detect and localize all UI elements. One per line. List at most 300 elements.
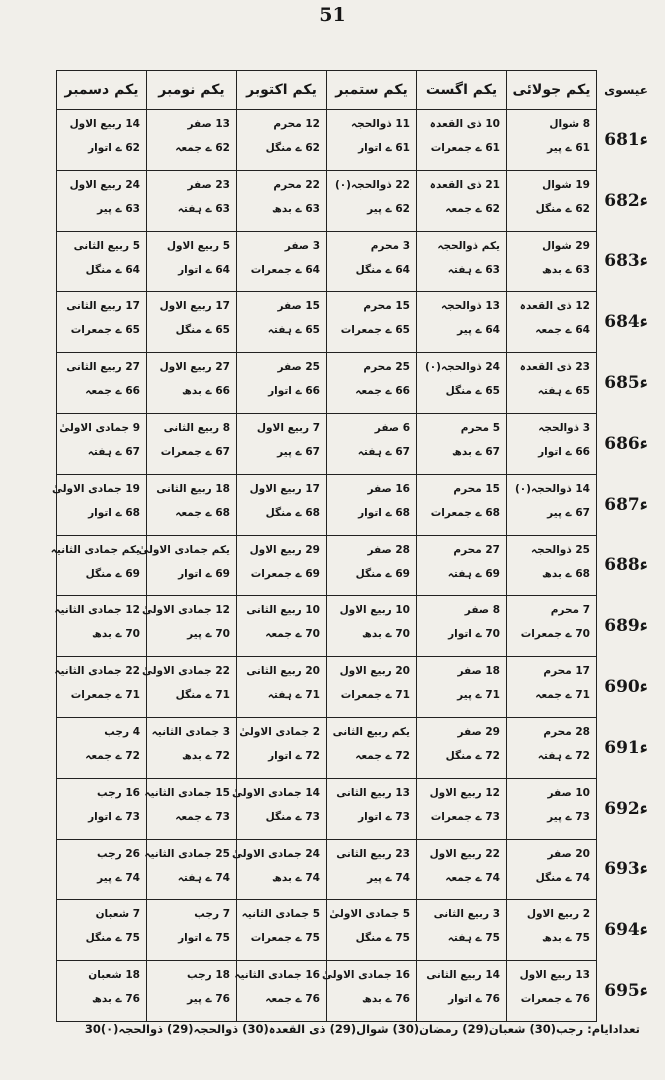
year-cell: 692ء (604, 798, 648, 819)
date-cell (417, 657, 507, 718)
date-cell (57, 292, 147, 353)
date-cell (327, 717, 417, 778)
hijri-date: 12 محرم (273, 118, 320, 130)
hijri-date: 17 ربیع الاول (159, 300, 230, 313)
weekday: 66 ے اتوار (538, 445, 590, 458)
month-header: یکم جولائی (507, 71, 597, 110)
hijri-date: 25 ذوالحجہ (530, 543, 590, 556)
hijri-date: 7 شعبان (95, 908, 140, 921)
date-cell (57, 110, 147, 171)
hijri-date: 8 ربیع الثانی (163, 421, 230, 434)
hijri-date: 3 ذوالحجہ (538, 421, 590, 434)
date-cell (507, 900, 597, 961)
hijri-date: 27 ربیع الثانی (66, 361, 140, 374)
hijri-date: 7 ربیع الاول (256, 421, 320, 434)
weekday: 76 ے بدھ (362, 993, 410, 1006)
date-cell (147, 231, 237, 292)
table-row (57, 474, 656, 535)
weekday: 63 ے ہفتہ (447, 263, 500, 276)
date-cell (231, 839, 327, 900)
date-cell (141, 657, 237, 718)
weekday: 73 ے جمعہ (175, 810, 230, 823)
year-cell: 690ء (604, 677, 648, 698)
date-cell (147, 961, 237, 1022)
date-cell (57, 900, 147, 961)
hijri-date: 20 صفر (547, 847, 590, 860)
month-header: یکم اگست (417, 71, 507, 110)
date-cell (327, 353, 417, 414)
hijri-date: 23 ربیع الثانی (336, 847, 410, 860)
weekday: 63 ے بدھ (272, 202, 320, 215)
date-cell (321, 961, 417, 1022)
date-cell (237, 170, 327, 231)
date-cell (507, 778, 597, 839)
date-cell (507, 231, 597, 292)
hijri-date: 22 ربیع الاول (429, 847, 500, 860)
date-cell (507, 596, 597, 657)
date-cell (57, 961, 147, 1022)
date-cell (507, 717, 597, 778)
weekday: 65 ے ہفتہ (537, 385, 590, 398)
hijri-date: 17 ربیع الاول (249, 482, 320, 495)
table-row (57, 231, 656, 292)
weekday: 72 ے ہفتہ (537, 749, 590, 762)
date-cell (327, 110, 417, 171)
weekday: 62 ے اتوار (88, 142, 140, 154)
hijri-date: 18 ربیع الثانی (156, 482, 230, 495)
date-cell (417, 596, 507, 657)
table-row (57, 778, 656, 839)
weekday: 72 ے اتوار (268, 749, 320, 762)
hijri-date: 18 رجب (186, 969, 230, 982)
table-row (57, 353, 656, 414)
month-header: یکم نومبر (147, 71, 237, 110)
month-header: یکم ستمبر (327, 71, 417, 110)
hijri-date: 20 ربیع الاول (339, 665, 410, 678)
hijri-date: 17 ربیع الثانی (66, 300, 140, 313)
weekday: 71 ے منگل (175, 689, 230, 702)
date-cell (507, 413, 597, 474)
weekday: 71 ے ہفتہ (267, 689, 320, 702)
date-cell (417, 170, 507, 231)
year-cell: 693ء (604, 859, 648, 880)
weekday: 64 ے منگل (85, 263, 140, 276)
date-cell (237, 231, 327, 292)
hijri-date: 24 ربیع الاول (69, 178, 140, 191)
weekday: 75 ے جمعرات (250, 932, 320, 945)
date-cell (417, 110, 507, 171)
hijri-date: 15 محرم (453, 482, 500, 495)
days-count-footer: تعدادایام: رجب(30) شعبان(29) رمضان(30) شوال(29) ذی القعدہ(30) ذوالحجہ(29) ذوالحجہ(٠)30 (84, 1022, 640, 1036)
weekday: 75 ے منگل (85, 932, 140, 945)
hijri-date: 28 محرم (543, 725, 590, 738)
date-cell (327, 900, 417, 961)
date-cell (327, 778, 417, 839)
hijri-date: 15 صفر (277, 300, 320, 313)
date-cell (507, 110, 597, 171)
table-row (57, 535, 656, 596)
hijri-date: 6 صفر (374, 421, 410, 434)
hijri-date: 5 ربیع الاول (166, 239, 230, 252)
date-cell (237, 535, 327, 596)
date-cell (507, 839, 597, 900)
hijri-date: 16 جمادی الثانیہ (234, 969, 320, 982)
year-cell: 689ء (604, 616, 648, 637)
hijri-date: 13 ربیع الثانی (336, 786, 410, 799)
weekday: 67 ے ہفتہ (87, 445, 140, 458)
weekday: 74 ے پیر (367, 871, 410, 884)
date-cell (57, 717, 147, 778)
year-cell: 681ء (604, 129, 648, 150)
date-cell (57, 170, 147, 231)
weekday: 76 ے جمعرات (520, 993, 590, 1006)
weekday: 73 ے جمعرات (430, 810, 500, 823)
weekday: 74 ے بدھ (272, 871, 320, 884)
hijri-date: 22 جمادی الثانیہ (54, 665, 140, 678)
year-cell: 695ء (604, 981, 648, 1002)
date-cell (327, 170, 417, 231)
weekday: 66 ے اتوار (268, 385, 320, 398)
weekday: 68 ے جمعہ (175, 506, 230, 519)
hijri-date: 15 جمادی الثانیہ (144, 786, 230, 799)
weekday: 69 ے اتوار (178, 567, 230, 580)
page-number: 51 (319, 4, 346, 26)
date-cell (417, 900, 507, 961)
weekday: 67 ے بدھ (452, 445, 500, 458)
weekday: 74 ے ہفتہ (177, 871, 230, 884)
date-cell (327, 474, 417, 535)
hijri-date: 4 رجب (104, 725, 140, 738)
date-cell (57, 839, 147, 900)
weekday: 67 ے ہفتہ (357, 445, 410, 458)
weekday: 74 ے پیر (97, 871, 140, 884)
weekday: 72 ے بدھ (182, 749, 230, 762)
hijri-date: 27 ربیع الاول (159, 361, 230, 374)
weekday: 70 ے جمعہ (265, 628, 320, 641)
hijri-date: 5 محرم (460, 421, 500, 434)
weekday: 75 ے اتوار (178, 932, 230, 945)
hijri-date: 13 ربیع الاول (519, 969, 590, 982)
weekday: 68 ے اتوار (358, 506, 410, 519)
hijri-date: 17 محرم (543, 665, 590, 678)
hijri-date: 3 محرم (370, 239, 410, 252)
date-cell (57, 778, 147, 839)
date-cell (417, 961, 507, 1022)
hijri-date: یکم ربیع الثانی (332, 725, 410, 738)
date-cell (417, 778, 507, 839)
weekday: 67 ے پیر (547, 506, 590, 519)
date-cell (507, 353, 597, 414)
hijri-date: 22 جمادی الاولیٰ (141, 665, 230, 678)
hijri-date: 18 صفر (457, 665, 500, 678)
hijri-date: 28 صفر (367, 543, 410, 556)
date-cell (237, 900, 327, 961)
hijri-date: 16 جمادی الاولیٰ (321, 969, 410, 982)
weekday: 70 ے پیر (187, 628, 230, 641)
hijri-date: 18 شعبان (88, 969, 140, 982)
weekday: 70 ے بدھ (362, 628, 410, 641)
hijri-date: 20 ربیع الثانی (246, 665, 320, 678)
weekday: 66 ے جمعہ (85, 385, 140, 398)
hijri-date: 7 محرم (550, 604, 590, 617)
weekday: 76 ے جمعہ (265, 993, 320, 1006)
weekday: 65 ے جمعرات (340, 324, 410, 337)
year-cell: 682ء (604, 190, 648, 211)
date-cell (327, 839, 417, 900)
date-cell (147, 474, 237, 535)
date-cell (327, 231, 417, 292)
weekday: 65 ے ہفتہ (267, 324, 320, 337)
hijri-date: 14 ربیع الثانی (426, 969, 500, 982)
weekday: 64 ے پیر (457, 324, 500, 337)
year-cell: 691ء (604, 737, 648, 758)
weekday: 68 ے جمعرات (430, 506, 500, 519)
weekday: 61 ے اتوار (358, 142, 410, 154)
hijri-date: 24 ذوالحجہ(٠) (424, 361, 500, 374)
weekday: 70 ے جمعرات (520, 628, 590, 641)
date-cell (327, 413, 417, 474)
date-cell (327, 596, 417, 657)
weekday: 73 ے اتوار (88, 810, 140, 823)
date-cell (147, 413, 237, 474)
weekday: 69 ے منگل (355, 567, 410, 580)
weekday: 64 ے اتوار (178, 263, 230, 276)
date-cell (507, 474, 597, 535)
date-cell (54, 657, 147, 718)
table-row (57, 292, 656, 353)
date-cell (417, 474, 507, 535)
year-cell: 694ء (604, 920, 648, 941)
hijri-date: 12 جمادی الثانیہ (54, 604, 140, 617)
date-cell (417, 839, 507, 900)
hijri-date: 29 ربیع الاول (249, 543, 320, 556)
weekday: 74 ے جمعہ (445, 871, 500, 884)
hijri-date: 12 ذی القعدہ (519, 300, 590, 313)
date-cell (147, 717, 237, 778)
date-cell (147, 353, 237, 414)
date-cell (327, 292, 417, 353)
weekday: 64 ے جمعہ (535, 324, 590, 337)
hijri-date: 3 ربیع الثانی (433, 908, 500, 921)
date-cell (54, 596, 147, 657)
date-cell (417, 231, 507, 292)
month-header: یکم اکتوبر (237, 71, 327, 110)
weekday: 72 ے جمعہ (85, 749, 140, 762)
month-header: یکم دسمبر (57, 71, 147, 110)
weekday: 68 ے اتوار (88, 506, 140, 519)
weekday: 75 ے منگل (355, 932, 410, 945)
calendar-table (50, 70, 655, 1022)
hijri-date: 8 شوال (549, 118, 590, 130)
hijri-date: 5 ربیع الثانی (73, 239, 140, 252)
weekday: 63 ے ہفتہ (177, 202, 230, 215)
weekday: 71 ے پیر (457, 689, 500, 702)
date-cell (57, 353, 147, 414)
weekday: 65 ے جمعرات (70, 324, 140, 337)
hijri-date: 23 صفر (187, 178, 230, 191)
hijri-date: 3 صفر (284, 239, 320, 252)
hijri-date: 7 رجب (194, 908, 230, 921)
date-cell (237, 413, 327, 474)
date-cell (507, 292, 597, 353)
hijri-date: 13 صفر (187, 118, 230, 130)
weekday: 69 ے منگل (85, 567, 140, 580)
weekday: 69 ے جمعرات (250, 567, 320, 580)
date-cell (138, 535, 237, 596)
hijri-date: 26 رجب (96, 847, 140, 860)
hijri-date: 24 جمادی الاولیٰ (231, 847, 320, 860)
weekday: 62 ے جمعہ (445, 202, 500, 215)
date-cell (147, 292, 237, 353)
date-cell (237, 596, 327, 657)
year-cell: 687ء (604, 494, 648, 515)
hijri-date: 27 محرم (453, 543, 500, 556)
date-cell (417, 413, 507, 474)
weekday: 69 ے ہفتہ (447, 567, 500, 580)
date-cell (234, 961, 327, 1022)
hijri-date: 19 شوال (542, 178, 590, 191)
hijri-date: 14 ذوالحجہ(٠) (514, 482, 590, 495)
weekday: 61 ے پیر (547, 142, 590, 154)
weekday: 71 ے جمعرات (70, 689, 140, 702)
weekday: 65 ے منگل (445, 385, 500, 398)
hijri-date: یکم جمادی الاولیٰ (138, 543, 230, 556)
hijri-date: یکم جمادی الثانیہ (50, 543, 140, 556)
weekday: 72 ے جمعہ (355, 749, 410, 762)
date-cell (327, 535, 417, 596)
weekday: 61 ے جمعرات (430, 142, 500, 154)
weekday: 67 ے پیر (277, 445, 320, 458)
hijri-date: 16 رجب (96, 786, 140, 799)
date-cell (141, 596, 237, 657)
table-row (57, 900, 656, 961)
weekday: 68 ے بدھ (542, 567, 590, 580)
hijri-date: 5 جمادی الاولیٰ (329, 908, 410, 921)
year-cell: 683ء (604, 251, 648, 272)
date-cell (147, 170, 237, 231)
date-cell (147, 110, 237, 171)
date-cell (237, 110, 327, 171)
hijri-date: 16 صفر (367, 482, 410, 495)
date-cell (237, 474, 327, 535)
weekday: 70 ے اتوار (448, 628, 500, 641)
table-row (57, 170, 656, 231)
date-cell (237, 292, 327, 353)
hijri-date: 15 محرم (363, 300, 410, 313)
table-row (57, 717, 656, 778)
hijri-date: 9 جمادی الاولیٰ (59, 421, 140, 434)
hijri-date: 29 صفر (457, 725, 500, 738)
hijri-date: 21 ذی القعدہ (429, 178, 500, 191)
weekday: 63 ے بدھ (542, 263, 590, 276)
weekday: 62 ے جمعہ (175, 142, 230, 154)
hijri-date: 25 صفر (277, 361, 320, 374)
hijri-date: 23 ذی القعدہ (519, 361, 590, 374)
weekday: 62 ے منگل (265, 142, 320, 154)
weekday: 72 ے منگل (445, 749, 500, 762)
hijri-date: 19 جمادی الاولیٰ (51, 482, 140, 495)
date-cell (147, 900, 237, 961)
weekday: 64 ے منگل (355, 263, 410, 276)
hijri-date: 8 صفر (464, 604, 500, 617)
weekday: 71 ے جمعرات (340, 689, 410, 702)
date-cell (237, 353, 327, 414)
date-cell (50, 535, 147, 596)
hijri-date: 12 جمادی الاولیٰ (141, 604, 230, 617)
weekday: 64 ے جمعرات (250, 263, 320, 276)
weekday: 63 ے پیر (97, 202, 140, 215)
weekday: 76 ے بدھ (92, 993, 140, 1006)
hijri-date: 22 محرم (273, 178, 320, 191)
hijri-date: 29 شوال (542, 239, 590, 252)
hijri-date: 11 ذوالحجہ (350, 118, 410, 130)
hijri-date: 13 ذوالحجہ (440, 300, 500, 313)
weekday: 75 ے ہفتہ (447, 932, 500, 945)
date-cell (237, 657, 327, 718)
weekday: 74 ے منگل (535, 871, 590, 884)
header-row (57, 71, 656, 110)
date-cell (507, 535, 597, 596)
weekday: 62 ے پیر (367, 202, 410, 215)
date-cell (417, 535, 507, 596)
weekday: 73 ے اتوار (358, 810, 410, 823)
hijri-date: 3 جمادی الثانیہ (151, 725, 230, 738)
year-column-header: عیسوی (604, 83, 648, 97)
date-cell (237, 717, 327, 778)
hijri-date: 25 جمادی الثانیہ (144, 847, 230, 860)
date-cell (51, 474, 147, 535)
weekday: 70 ے بدھ (92, 628, 140, 641)
weekday: 76 ے اتوار (448, 993, 500, 1006)
date-cell (327, 657, 417, 718)
table-row (57, 961, 656, 1022)
table-row (57, 596, 656, 657)
weekday: 67 ے جمعرات (160, 445, 230, 458)
hijri-date: 14 ربیع الاول (69, 118, 140, 130)
weekday: 65 ے منگل (175, 324, 230, 337)
hijri-date: 12 ربیع الاول (429, 786, 500, 799)
hijri-date: یکم ذوالحجہ (437, 239, 500, 252)
calendar-body (50, 110, 656, 1022)
table-row (57, 110, 656, 171)
hijri-date: 10 ذی القعدہ (429, 118, 500, 130)
weekday: 68 ے منگل (265, 506, 320, 519)
table-row (57, 839, 656, 900)
date-cell (417, 292, 507, 353)
weekday: 73 ے منگل (265, 810, 320, 823)
table-row (57, 413, 656, 474)
year-cell: 686ء (604, 433, 648, 454)
date-cell (507, 657, 597, 718)
date-cell (231, 778, 327, 839)
weekday: 66 ے بدھ (182, 385, 230, 398)
weekday: 66 ے جمعہ (355, 385, 410, 398)
date-cell (417, 353, 507, 414)
date-cell (507, 170, 597, 231)
date-cell (144, 778, 237, 839)
hijri-date: 2 ربیع الاول (526, 908, 590, 921)
hijri-date: 14 جمادی الاولیٰ (231, 786, 320, 799)
year-cell: 685ء (604, 373, 648, 394)
hijri-date: 10 ربیع الاول (339, 604, 410, 617)
hijri-date: 5 جمادی الثانیہ (241, 908, 320, 921)
weekday: 75 ے بدھ (542, 932, 590, 945)
hijri-date: 10 ربیع الثانی (246, 604, 320, 617)
date-cell (57, 231, 147, 292)
year-cell: 684ء (604, 312, 648, 333)
hijri-date: 2 جمادی الاولیٰ (239, 725, 320, 738)
date-cell (57, 413, 147, 474)
